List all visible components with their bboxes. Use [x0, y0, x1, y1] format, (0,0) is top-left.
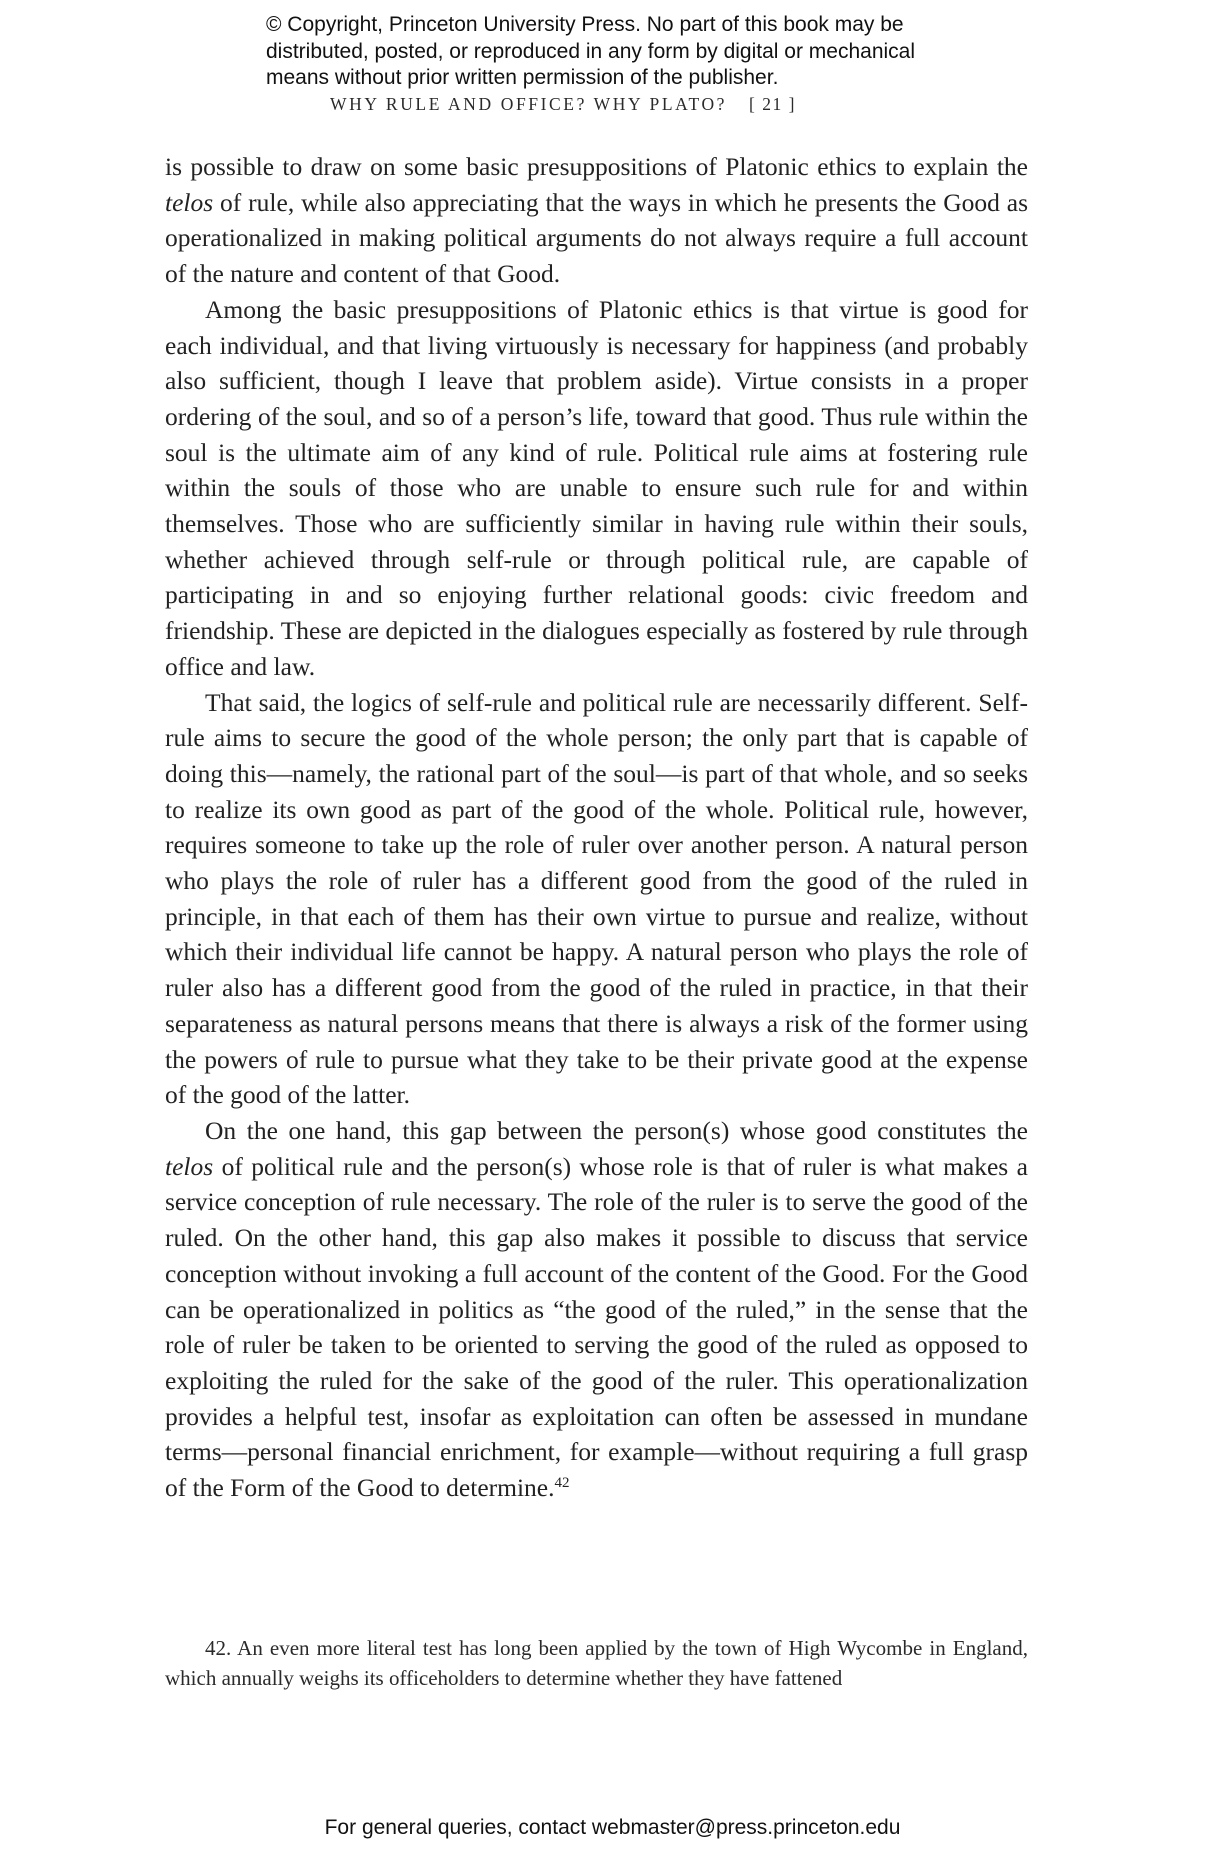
footnote-42: 42. An even more literal test has long been applied by the town of High Wycombe in England, which annually weighs its officeholders to determine whether they have fattened	[165, 1636, 1028, 1690]
main-text	[165, 149, 1028, 1506]
paragraph-3: That said, the logics of self-rule and political rule are necessarily different. Self-rule aims to secure the good of the whole person; the only part that is capable of doing this—namely, the rational part of the soul—is part of that whole, and so seeks to realize its own good as part of the good of the whole. Political rule, however, requires someone to take up the role of ruler over another person. A natural person who plays the role of ruler has a different good from the good of the ruled in principle, in that each of them has their own virtue to pursue and realize, without which their individual life cannot be happy. A natural person who plays the role of ruler also has a different good from the good of the ruled in practice, in that their separateness as natural persons means that there is always a risk of the former using the powers of rule to pursue what they take to be their private good at the expense of the good of the latter.	[165, 687, 1028, 1110]
paragraph-4: On the one hand, this gap between the person(s) whose good constitutes the telos of political rule and the person(s) whose role is that of ruler is what makes a service conception of rule necessary. The role of the ruler is to serve the good of the ruled. On the other hand, this gap also makes it possible to discuss that service conception without invoking a full account of the content of the Good. For the Good can be operationalized in politics as “the good of the ruled,” in the sense that the role of ruler be taken to be oriented to serving the good of the ruled as opposed to exploiting the ruled for the sake of the good of the ruler. This operationalization provides a helpful test, insofar as exploitation can often be assessed in mundane terms—personal financial enrichment, for example—without requiring a full grasp of the Form of the Good to determine.$^{42}$	[165, 1115, 1028, 1503]
copyright-line: distributed, posted, or reproduced in any form by digital or mechanical	[266, 39, 916, 63]
page-number: [ 21 ]	[749, 94, 796, 114]
paragraph-1: is possible to draw on some basic presuppositions of Platonic ethics to explain the telos of rule, while also appreciating that the ways in which he presents the Good as operationalized in making political arguments do not always require a full account of the nature and content of that Good.	[165, 152, 1028, 289]
telos-italic: telos	[165, 187, 214, 217]
copyright-line: © Copyright, Princeton University Press. No part of this book may be	[266, 13, 904, 36]
paragraph-2: Among the basic presuppositions of Platonic ethics is that virtue is good for each individual, and that living virtuously is necessary for happiness (and probably also sufficient, though I leave that problem aside). Virtue consists in a proper ordering of the soul, and so of a person’s life, toward that good. Thus rule within the soul is the ultimate aim of any kind of rule. Political rule aims at fostering rule within the souls of those who are unable to ensure such rule for and within themselves. Those who are sufficiently similar in having rule within their souls, whether achieved through self-rule or through political rule, are capable of participating in and so enjoying further relational goods: civic freedom and friendship. These are depicted in the dialogues especially as fostered by rule through office and law.	[165, 294, 1028, 681]
footnote-reference[interactable]: 42	[554, 1475, 570, 1492]
telos-italic: telos	[165, 1151, 214, 1181]
running-head-title: WHY RULE AND OFFICE? WHY PLATO?	[330, 94, 728, 114]
copyright-notice	[266, 12, 1026, 92]
copyright-line: means without prior written permission of the publisher.	[266, 66, 779, 89]
footer-contact: For general queries, contact webmaster@press.princeton.edu	[324, 1816, 901, 1839]
running-head	[330, 94, 796, 115]
